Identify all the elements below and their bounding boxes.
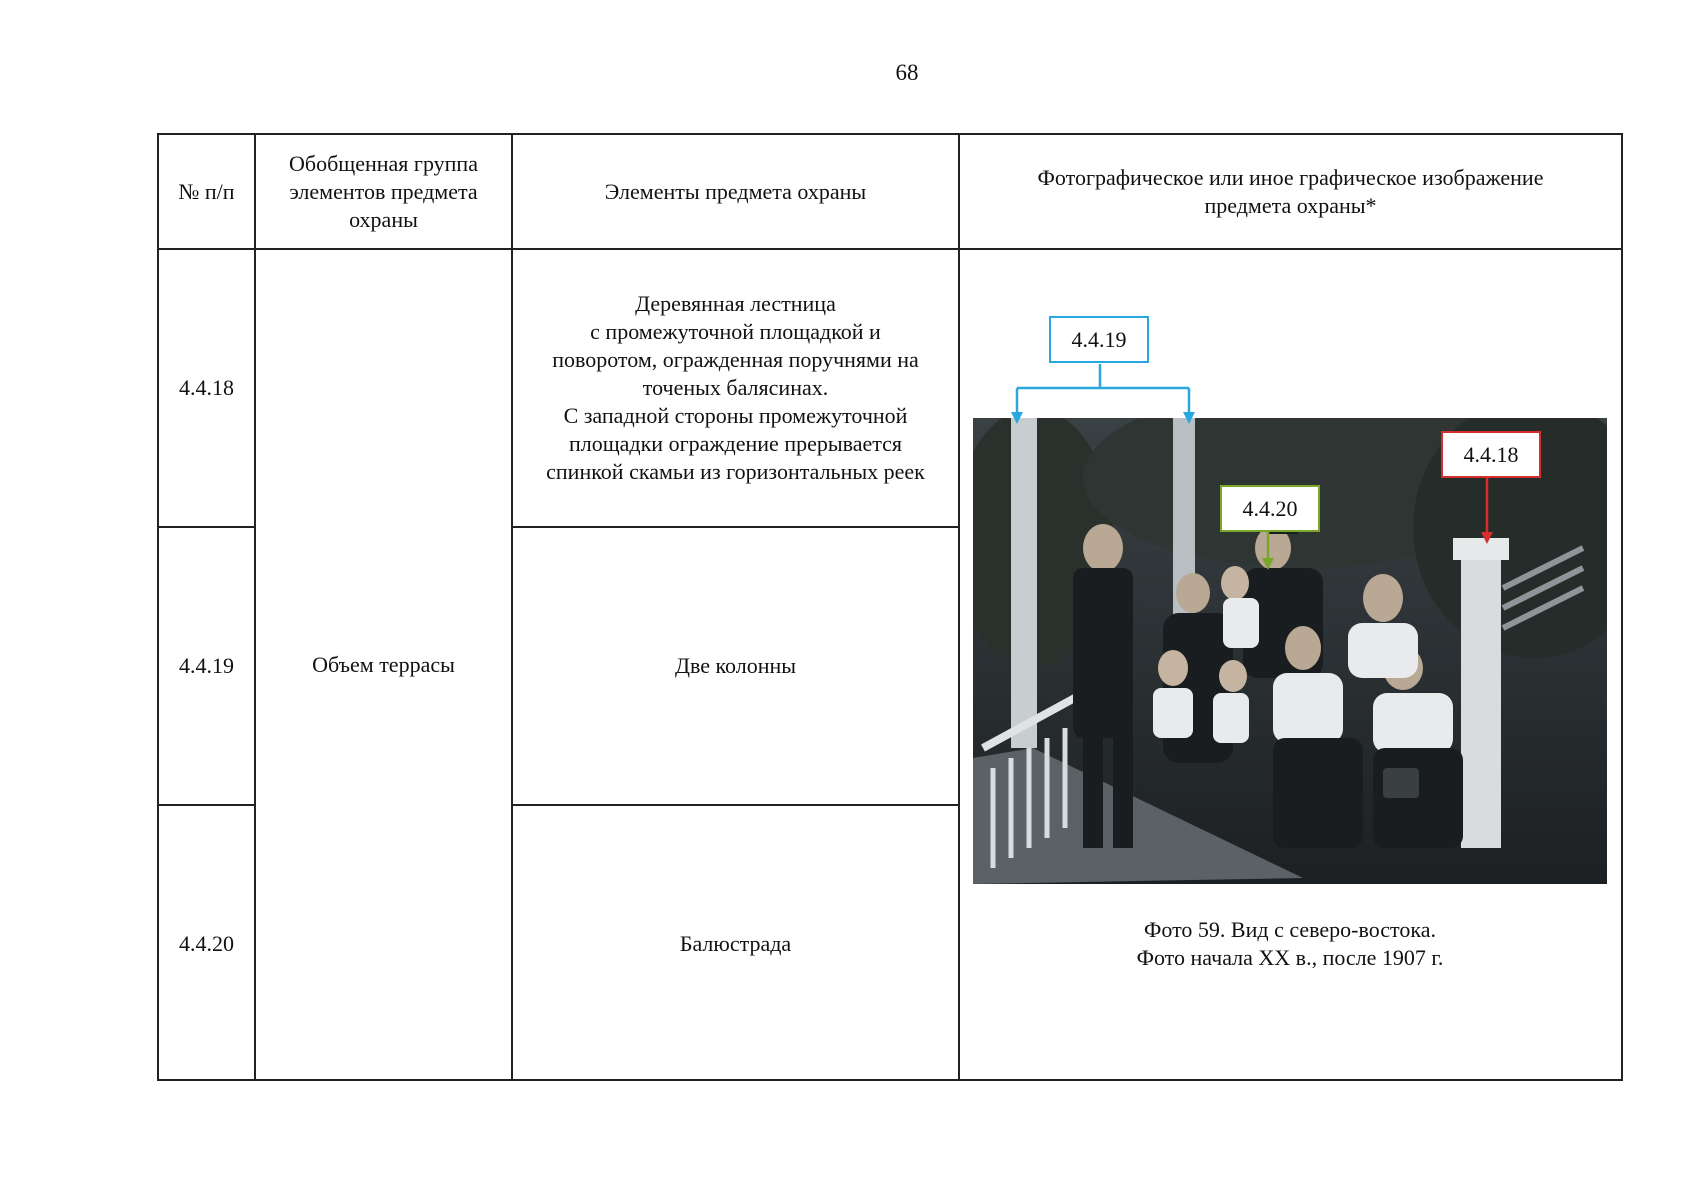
element-description: Две колонны — [674, 653, 797, 678]
element-description: Балюстрада — [679, 931, 792, 956]
row-number: 4.4.18 — [179, 375, 234, 400]
page-number: 68 — [895, 60, 919, 85]
element-description: Деревянная лестница с промежуточной площадкой и поворотом, огражденная поручнями на точеных балясинах. С западной стороны промежуточной площадки ограждение прерывается спинкой скамьи из горизонтальных реек — [546, 291, 925, 484]
header-elements: Элементы предмета охраны — [604, 178, 867, 204]
callout-4-4-19: 4.4.19 — [1049, 316, 1149, 363]
photo-caption: Фото 59. Вид с северо-востока. Фото начала XX в., после 1907 г. — [1136, 917, 1444, 970]
callout-4-4-19-leader — [1017, 364, 1189, 414]
group-cell: Объем террасы — [312, 652, 455, 677]
callout-4-4-18: 4.4.18 — [1441, 431, 1541, 478]
header-image: Фотографическое или иное графическое изображение предмета охраны* — [1037, 164, 1544, 218]
arrowhead — [1183, 412, 1195, 424]
header-group: Обобщенная группа элементов предмета охраны — [289, 150, 478, 232]
callout-4-4-20: 4.4.20 — [1220, 485, 1320, 532]
header-num: № п/п — [178, 178, 235, 204]
row-number: 4.4.20 — [179, 931, 234, 956]
row-number: 4.4.19 — [179, 653, 234, 678]
arrowhead — [1011, 412, 1023, 424]
arrowhead — [1481, 532, 1493, 544]
arrowhead — [1262, 558, 1274, 570]
